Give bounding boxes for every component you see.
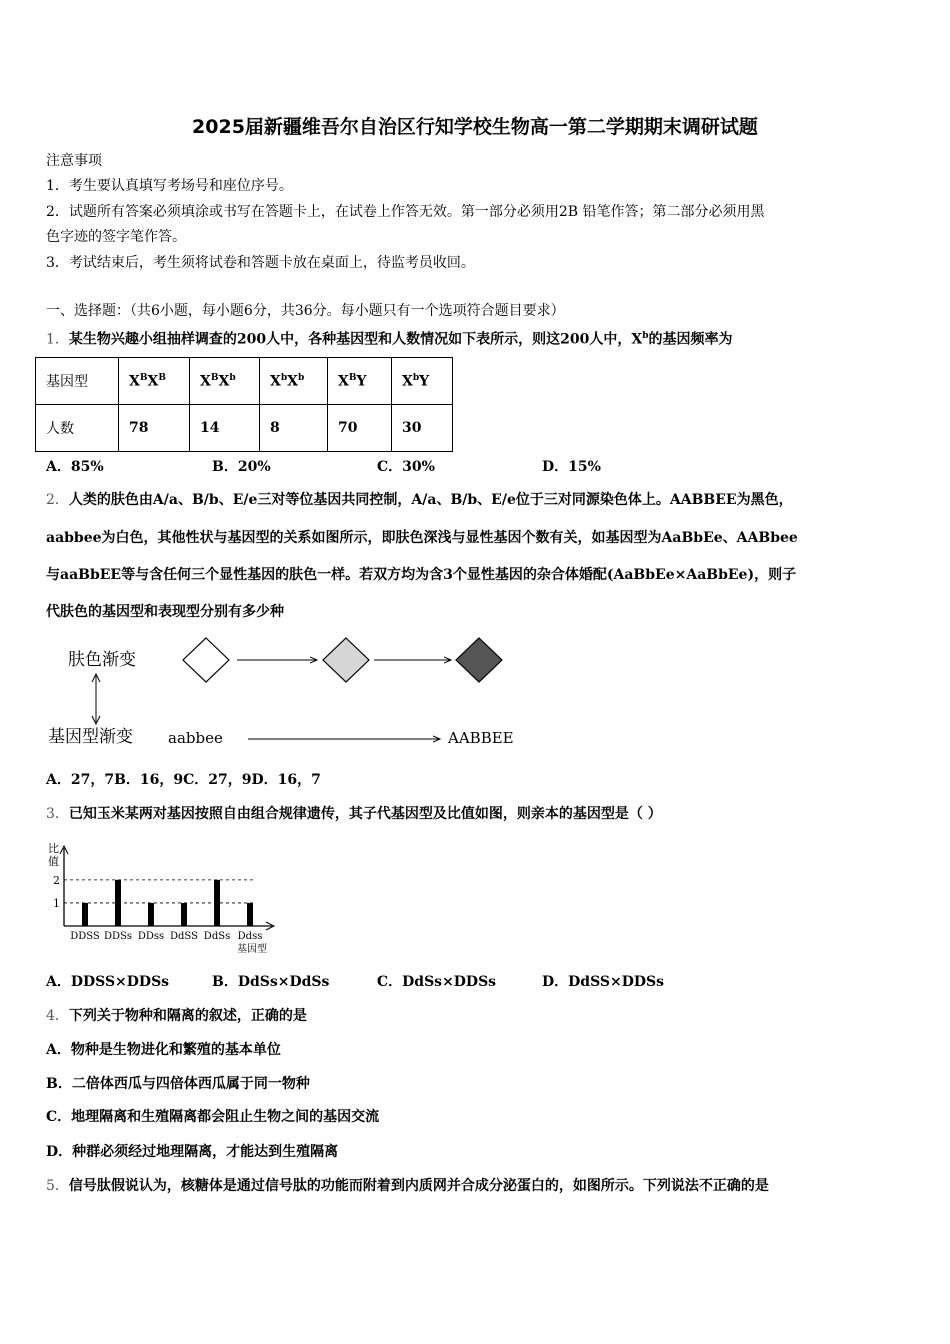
- question-3: [46, 805, 662, 823]
- option-c[interactable]: C．地理隔离和生殖隔离都会阻止生物之间的基因交流: [46, 1109, 380, 1125]
- option-c[interactable]: C．DdSs×DDSs: [377, 974, 497, 990]
- x-axis-label: 基因型: [237, 944, 267, 955]
- section-heading: 一、选择题：（共6小题，每小题6分，共36分。每小题只有一个选项符合题目要求）: [46, 303, 565, 319]
- diamond-dark: [456, 638, 502, 682]
- table-cell: 14: [190, 405, 260, 452]
- x-tick-label: DdSs: [203, 931, 231, 942]
- question-number: 4．: [46, 1008, 69, 1024]
- question-4: [46, 1007, 307, 1025]
- table-cell: $X^BY$: [328, 358, 392, 405]
- question-2-line: aabbee为白色，其他性状与基因型的关系如图所示，即肤色深浅与显性基因个数有关，如基因型为AaBbEe、AABbee: [46, 530, 798, 546]
- bar: [115, 880, 121, 926]
- question-number: 3．: [46, 806, 69, 822]
- table-row: [36, 405, 453, 452]
- notice-item: 色字迹的签字笔作答。: [46, 229, 186, 245]
- genotype-ratio-chart: [40, 838, 290, 963]
- bar: [181, 903, 187, 926]
- diamond-light: [323, 638, 369, 682]
- table-cell: 30: [392, 405, 453, 452]
- option-a[interactable]: A．DDSS×DDSs: [46, 974, 170, 990]
- table-cell: $X^BX^b$: [190, 358, 260, 405]
- x-tick-label: DDss: [137, 931, 165, 942]
- question-1-text: 某生物兴趣小组抽样调查的200人中，各种基因型和人数情况如下表所示，则这200人中，X: [68, 331, 643, 348]
- label-aabbee: aabbee: [168, 729, 223, 747]
- y-axis-label: 比: [48, 842, 59, 855]
- question-2-line: [46, 491, 793, 509]
- table-cell: $X^bY$: [392, 358, 453, 405]
- superscript: b: [642, 331, 649, 341]
- notice-heading: 注意事项: [46, 153, 102, 169]
- label-genotype: 基因型渐变: [48, 727, 133, 747]
- option-a[interactable]: A．物种是生物进化和繁殖的基本单位: [46, 1042, 281, 1058]
- question-number: 1．: [46, 331, 69, 348]
- label-AABBEE: AABBEE: [448, 729, 514, 747]
- x-tick-label: DDSS: [70, 931, 100, 942]
- y-tick-label: 2: [53, 873, 60, 887]
- genotype-table: [35, 357, 453, 452]
- table-row: [36, 358, 453, 405]
- table-header-cell: 基因型: [36, 358, 119, 405]
- skin-color-diagram: [40, 630, 540, 760]
- table-cell: $X^BX^B$: [119, 358, 190, 405]
- x-tick-label: DdSS: [170, 931, 198, 942]
- option-a[interactable]: A．85%: [46, 459, 104, 475]
- x-tick-label: Ddss: [237, 931, 263, 942]
- question-1-text-end: 的基因频率为: [648, 331, 733, 348]
- option-d[interactable]: D．DdSS×DDSs: [542, 974, 664, 990]
- y-axis-label: 值: [48, 855, 59, 868]
- table-cell: 70: [328, 405, 392, 452]
- question-number: 2．: [46, 492, 69, 508]
- notice-item: 3．考试结束后，考生须将试卷和答题卡放在桌面上，待监考员收回。: [46, 255, 475, 271]
- page-title: 2025届新疆维吾尔自治区行知学校生物高一第二学期期末调研试题: [192, 116, 758, 138]
- table-cell: $X^bX^b$: [260, 358, 328, 405]
- y-tick-label: 1: [53, 896, 60, 910]
- bar: [148, 903, 154, 926]
- question-2-line: 与aaBbEE等与含任何三个显性基因的肤色一样。若双方均为含3个显性基因的杂合体婚配(AaBbEe×AaBbEe)，则子: [46, 567, 797, 583]
- option-b[interactable]: B．二倍体西瓜与四倍体西瓜属于同一物种: [46, 1076, 310, 1092]
- question-2-options[interactable]: A．27，7B．16，9C．27，9D．16，7: [46, 772, 321, 788]
- question-5-text: 信号肽假说认为，核糖体是通过信号肽的功能而附着到内质网并合成分泌蛋白的，如图所示。下列说法不正确的是: [68, 1178, 769, 1194]
- label-skin-color: 肤色渐变: [68, 650, 136, 670]
- option-d[interactable]: D．15%: [542, 459, 601, 475]
- question-3-text: 已知玉米某两对基因按照自由组合规律遗传，其子代基因型及比值如图，则亲本的基因型是（ ）: [68, 806, 662, 822]
- question-1: [46, 327, 733, 349]
- question-number: 5．: [46, 1178, 69, 1194]
- notice-item: 1．考生要认真填写考场号和座位序号。: [46, 178, 293, 194]
- table-header-cell: 人数: [36, 405, 119, 452]
- bar: [82, 903, 88, 926]
- option-b[interactable]: B．DdSs×DdSs: [212, 974, 330, 990]
- option-d[interactable]: D．种群必须经过地理隔离，才能达到生殖隔离: [46, 1144, 339, 1160]
- question-2-text: 人类的肤色由A/a、B/b、E/e三对等位基因共同控制，A/a、B/b、E/e位于三对同源染色体上。AABBEE为黑色，: [68, 492, 793, 508]
- diamond-white: [183, 638, 229, 682]
- x-tick-label: DDSs: [103, 931, 133, 942]
- bar: [247, 903, 253, 926]
- question-5: [46, 1177, 769, 1195]
- question-2-line: 代肤色的基因型和表现型分别有多少种: [46, 604, 284, 620]
- bar: [214, 880, 220, 926]
- table-cell: 78: [119, 405, 190, 452]
- option-b[interactable]: B．20%: [212, 459, 271, 475]
- option-c[interactable]: C．30%: [377, 459, 435, 475]
- question-4-text: 下列关于物种和隔离的叙述，正确的是: [68, 1008, 307, 1024]
- table-cell: 8: [260, 405, 328, 452]
- notice-item: 2．试题所有答案必须填涂或书写在答题卡上，在试卷上作答无效。第一部分必须用2B 铅笔作答；第二部分必须用黑: [46, 204, 765, 220]
